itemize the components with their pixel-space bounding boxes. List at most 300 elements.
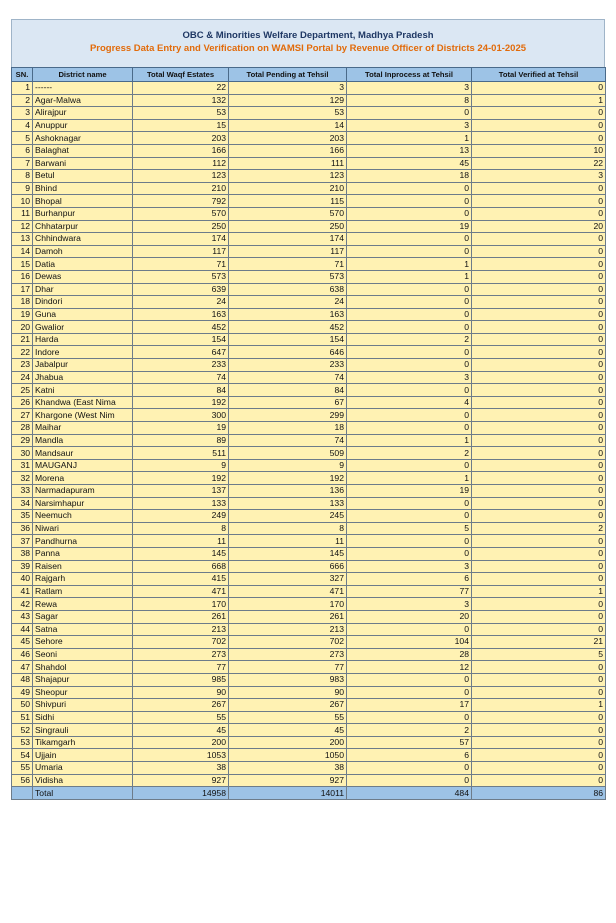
table-row: [12, 182, 606, 195]
report-sheet: [11, 19, 605, 800]
cell-sn: 34: [12, 497, 33, 510]
cell-district: Bhind: [33, 182, 133, 195]
cell-district: Harda: [33, 333, 133, 346]
table-row: [12, 107, 606, 120]
cell-inprocess: 0: [347, 308, 472, 321]
cell-sn: 56: [12, 774, 33, 787]
cell-waqf-estates: 452: [133, 321, 229, 334]
cell-sn: 49: [12, 686, 33, 699]
cell-pending: 136: [229, 485, 347, 498]
cell-waqf-estates: 192: [133, 396, 229, 409]
cell-verified: 21: [472, 636, 606, 649]
cell-sn: 33: [12, 485, 33, 498]
cell-verified: 0: [472, 182, 606, 195]
cell-inprocess: 6: [347, 749, 472, 762]
table-row: [12, 447, 606, 460]
table-row: [12, 245, 606, 258]
cell-waqf-estates: 210: [133, 182, 229, 195]
cell-pending: 14: [229, 119, 347, 132]
cell-sn: 38: [12, 547, 33, 560]
cell-district: Sidhi: [33, 711, 133, 724]
cell-pending: 24: [229, 296, 347, 309]
cell-verified: 0: [472, 207, 606, 220]
cell-verified: 22: [472, 157, 606, 170]
cell-sn: 43: [12, 610, 33, 623]
cell-waqf-estates: 90: [133, 686, 229, 699]
cell-waqf-estates: 570: [133, 207, 229, 220]
cell-inprocess: 2: [347, 333, 472, 346]
cell-inprocess: 0: [347, 384, 472, 397]
cell-pending: 452: [229, 321, 347, 334]
cell-pending: 210: [229, 182, 347, 195]
table-row: [12, 686, 606, 699]
cell-district: ------: [33, 82, 133, 95]
cell-pending: 117: [229, 245, 347, 258]
cell-pending: 267: [229, 699, 347, 712]
column-header-verified: Total Verified at Tehsil: [472, 68, 606, 82]
cell-verified: 0: [472, 119, 606, 132]
cell-district: Jhabua: [33, 371, 133, 384]
cell-inprocess: 8: [347, 94, 472, 107]
cell-waqf-estates: 267: [133, 699, 229, 712]
cell-district: Mandla: [33, 434, 133, 447]
cell-sn: 44: [12, 623, 33, 636]
cell-inprocess: 57: [347, 736, 472, 749]
cell-waqf-estates: 89: [133, 434, 229, 447]
cell-district: Sehore: [33, 636, 133, 649]
cell-inprocess: 1: [347, 132, 472, 145]
cell-sn: 51: [12, 711, 33, 724]
cell-verified: 0: [472, 371, 606, 384]
table-header-row: [12, 68, 606, 82]
cell-district: Umaria: [33, 762, 133, 775]
cell-sn: 9: [12, 182, 33, 195]
cell-pending: 327: [229, 573, 347, 586]
cell-waqf-estates: 985: [133, 673, 229, 686]
cell-waqf-estates: 647: [133, 346, 229, 359]
table-row: [12, 422, 606, 435]
cell-district: Sheopur: [33, 686, 133, 699]
cell-district: Burhanpur: [33, 207, 133, 220]
cell-verified: 0: [472, 132, 606, 145]
cell-district: Seoni: [33, 648, 133, 661]
cell-inprocess: 12: [347, 661, 472, 674]
cell-waqf-estates: 200: [133, 736, 229, 749]
cell-verified: 0: [472, 673, 606, 686]
cell-waqf-estates: 261: [133, 610, 229, 623]
cell-pending: 84: [229, 384, 347, 397]
table-row: [12, 610, 606, 623]
cell-pending: 145: [229, 547, 347, 560]
cell-pending: 570: [229, 207, 347, 220]
cell-inprocess: 0: [347, 762, 472, 775]
cell-district: Khandwa (East Nima: [33, 396, 133, 409]
cell-verified: 0: [472, 195, 606, 208]
cell-waqf-estates: 639: [133, 283, 229, 296]
cell-district: Dewas: [33, 270, 133, 283]
cell-waqf-estates: 300: [133, 409, 229, 422]
cell-inprocess: 0: [347, 207, 472, 220]
table-row: [12, 699, 606, 712]
cell-pending: 67: [229, 396, 347, 409]
table-row: [12, 636, 606, 649]
cell-pending: 702: [229, 636, 347, 649]
cell-district: Singrauli: [33, 724, 133, 737]
cell-pending: 471: [229, 585, 347, 598]
cell-inprocess: 0: [347, 774, 472, 787]
cell-pending: 573: [229, 270, 347, 283]
cell-sn: 53: [12, 736, 33, 749]
cell-verified: 0: [472, 623, 606, 636]
cell-inprocess: 3: [347, 82, 472, 95]
cell-pending: 203: [229, 132, 347, 145]
cell-sn: 25: [12, 384, 33, 397]
cell-waqf-estates: 19: [133, 422, 229, 435]
cell-district: Shahdol: [33, 661, 133, 674]
cell-inprocess: 1: [347, 270, 472, 283]
cell-sn: 10: [12, 195, 33, 208]
cell-sn: 6: [12, 144, 33, 157]
column-header-sn: SN.: [12, 68, 33, 82]
cell-inprocess: 20: [347, 610, 472, 623]
cell-verified: 0: [472, 384, 606, 397]
cell-inprocess: 3: [347, 560, 472, 573]
table-row: [12, 283, 606, 296]
cell-sn: 19: [12, 308, 33, 321]
cell-pending: 9: [229, 459, 347, 472]
cell-verified: 0: [472, 774, 606, 787]
cell-verified: 0: [472, 724, 606, 737]
cell-inprocess: 0: [347, 686, 472, 699]
cell-district: Morena: [33, 472, 133, 485]
cell-district: MAUGANJ: [33, 459, 133, 472]
cell-district: Jabalpur: [33, 359, 133, 372]
cell-inprocess: 0: [347, 321, 472, 334]
cell-inprocess: 1: [347, 258, 472, 271]
cell-pending: 273: [229, 648, 347, 661]
cell-district: Damoh: [33, 245, 133, 258]
cell-verified: 0: [472, 472, 606, 485]
cell-pending: 11: [229, 535, 347, 548]
cell-waqf-estates: 22: [133, 82, 229, 95]
cell-pending: 250: [229, 220, 347, 233]
cell-sn: 36: [12, 522, 33, 535]
cell-verified: 0: [472, 711, 606, 724]
cell-inprocess: 1: [347, 472, 472, 485]
cell-waqf-estates: 11: [133, 535, 229, 548]
cell-pending: 90: [229, 686, 347, 699]
cell-inprocess: 0: [347, 283, 472, 296]
cell-waqf-estates: 24: [133, 296, 229, 309]
cell-pending: 666: [229, 560, 347, 573]
cell-verified: 0: [472, 359, 606, 372]
table-row: [12, 661, 606, 674]
cell-sn: 41: [12, 585, 33, 598]
cell-verified: 0: [472, 233, 606, 246]
cell-verified: 0: [472, 245, 606, 258]
table-row: [12, 472, 606, 485]
cell-pending: 927: [229, 774, 347, 787]
cell-pending: 213: [229, 623, 347, 636]
cell-verified: 20: [472, 220, 606, 233]
table-row: [12, 459, 606, 472]
cell-district: Barwani: [33, 157, 133, 170]
cell-sn: 45: [12, 636, 33, 649]
cell-pending: 18: [229, 422, 347, 435]
cell-waqf-estates: 415: [133, 573, 229, 586]
table-row: [12, 132, 606, 145]
cell-district: Tikamgarh: [33, 736, 133, 749]
cell-pending: 200: [229, 736, 347, 749]
cell-sn: 12: [12, 220, 33, 233]
column-header-district: District name: [33, 68, 133, 82]
cell-district: Mandsaur: [33, 447, 133, 460]
cell-verified: 0: [472, 422, 606, 435]
table-row: [12, 510, 606, 523]
table-row: [12, 736, 606, 749]
table-row: [12, 724, 606, 737]
cell-sn: 20: [12, 321, 33, 334]
report-title: OBC & Minorities Welfare Department, Madhya Pradesh: [182, 30, 434, 41]
cell-waqf-estates: 8: [133, 522, 229, 535]
cell-sn: 22: [12, 346, 33, 359]
cell-pending: 638: [229, 283, 347, 296]
cell-pending: 111: [229, 157, 347, 170]
cell-pending: 261: [229, 610, 347, 623]
cell-district: Pandhurna: [33, 535, 133, 548]
cell-sn: 11: [12, 207, 33, 220]
cell-waqf-estates: 38: [133, 762, 229, 775]
table-row: [12, 560, 606, 573]
cell-verified: 1: [472, 699, 606, 712]
cell-sn: 7: [12, 157, 33, 170]
cell-pending: 77: [229, 661, 347, 674]
cell-pending: 38: [229, 762, 347, 775]
table-row: [12, 270, 606, 283]
cell-sn: 24: [12, 371, 33, 384]
cell-verified: 0: [472, 749, 606, 762]
cell-verified: 0: [472, 258, 606, 271]
cell-district: Shivpuri: [33, 699, 133, 712]
cell-district: Katni: [33, 384, 133, 397]
table-row: [12, 384, 606, 397]
table-row: [12, 333, 606, 346]
cell-verified: 0: [472, 661, 606, 674]
cell-waqf-estates: 174: [133, 233, 229, 246]
cell-verified: 1: [472, 94, 606, 107]
cell-waqf-estates: 145: [133, 547, 229, 560]
cell-waqf-estates: 273: [133, 648, 229, 661]
cell-verified: 0: [472, 346, 606, 359]
cell-pending: 154: [229, 333, 347, 346]
cell-inprocess: 3: [347, 598, 472, 611]
cell-pending: 192: [229, 472, 347, 485]
cell-waqf-estates: 71: [133, 258, 229, 271]
table-row: [12, 233, 606, 246]
cell-inprocess: 28: [347, 648, 472, 661]
table-row: [12, 547, 606, 560]
cell-verified: 0: [472, 497, 606, 510]
table-row: [12, 195, 606, 208]
cell-sn: 37: [12, 535, 33, 548]
cell-sn: 16: [12, 270, 33, 283]
cell-pending: 170: [229, 598, 347, 611]
cell-district: Balaghat: [33, 144, 133, 157]
total-cell-waqf-estates: 14958: [133, 787, 229, 800]
cell-pending: 115: [229, 195, 347, 208]
cell-verified: 0: [472, 321, 606, 334]
cell-sn: 55: [12, 762, 33, 775]
table-row: [12, 296, 606, 309]
cell-verified: 0: [472, 736, 606, 749]
cell-waqf-estates: 45: [133, 724, 229, 737]
cell-district: Agar-Malwa: [33, 94, 133, 107]
cell-inprocess: 3: [347, 119, 472, 132]
table-row: [12, 711, 606, 724]
table-row: [12, 762, 606, 775]
cell-sn: 5: [12, 132, 33, 145]
cell-district: Ashoknagar: [33, 132, 133, 145]
table-row: [12, 434, 606, 447]
cell-inprocess: 0: [347, 409, 472, 422]
cell-inprocess: 0: [347, 510, 472, 523]
cell-inprocess: 0: [347, 195, 472, 208]
table-row: [12, 258, 606, 271]
cell-verified: 0: [472, 396, 606, 409]
table-row: [12, 119, 606, 132]
cell-sn: 48: [12, 673, 33, 686]
cell-waqf-estates: 511: [133, 447, 229, 460]
cell-verified: 0: [472, 409, 606, 422]
cell-inprocess: 18: [347, 170, 472, 183]
cell-waqf-estates: 213: [133, 623, 229, 636]
cell-waqf-estates: 53: [133, 107, 229, 120]
total-cell-pending: 14011: [229, 787, 347, 800]
cell-district: Khargone (West Nim: [33, 409, 133, 422]
cell-verified: 1: [472, 585, 606, 598]
cell-inprocess: 45: [347, 157, 472, 170]
cell-district: Narsimhapur: [33, 497, 133, 510]
cell-sn: 29: [12, 434, 33, 447]
table-row: [12, 82, 606, 95]
cell-pending: 8: [229, 522, 347, 535]
cell-inprocess: 19: [347, 485, 472, 498]
cell-pending: 1050: [229, 749, 347, 762]
cell-waqf-estates: 137: [133, 485, 229, 498]
cell-inprocess: 0: [347, 711, 472, 724]
column-header-waqf-estates: Total Waqf Estates: [133, 68, 229, 82]
cell-waqf-estates: 132: [133, 94, 229, 107]
cell-district: Rewa: [33, 598, 133, 611]
cell-pending: 646: [229, 346, 347, 359]
cell-waqf-estates: 233: [133, 359, 229, 372]
table-row: [12, 308, 606, 321]
report-header: [11, 19, 605, 67]
table-row: [12, 346, 606, 359]
cell-district: Panna: [33, 547, 133, 560]
cell-verified: 0: [472, 535, 606, 548]
cell-verified: 0: [472, 107, 606, 120]
cell-verified: 0: [472, 547, 606, 560]
cell-waqf-estates: 15: [133, 119, 229, 132]
cell-district: Shajapur: [33, 673, 133, 686]
table-row: [12, 485, 606, 498]
cell-sn: 18: [12, 296, 33, 309]
cell-sn: 54: [12, 749, 33, 762]
cell-verified: 3: [472, 170, 606, 183]
cell-inprocess: 1: [347, 434, 472, 447]
cell-pending: 74: [229, 371, 347, 384]
cell-waqf-estates: 203: [133, 132, 229, 145]
cell-sn: 40: [12, 573, 33, 586]
table-row: [12, 673, 606, 686]
cell-inprocess: 0: [347, 107, 472, 120]
cell-sn: 50: [12, 699, 33, 712]
cell-inprocess: 5: [347, 522, 472, 535]
cell-waqf-estates: 163: [133, 308, 229, 321]
cell-pending: 45: [229, 724, 347, 737]
cell-pending: 133: [229, 497, 347, 510]
cell-sn: 21: [12, 333, 33, 346]
table-row: [12, 207, 606, 220]
cell-verified: 2: [472, 522, 606, 535]
table-row: [12, 497, 606, 510]
cell-waqf-estates: 927: [133, 774, 229, 787]
table-row: [12, 522, 606, 535]
cell-waqf-estates: 74: [133, 371, 229, 384]
cell-district: Neemuch: [33, 510, 133, 523]
cell-pending: 509: [229, 447, 347, 460]
cell-district: Satna: [33, 623, 133, 636]
cell-inprocess: 4: [347, 396, 472, 409]
table-row: [12, 749, 606, 762]
cell-pending: 123: [229, 170, 347, 183]
table-row: [12, 157, 606, 170]
table-row: [12, 170, 606, 183]
cell-waqf-estates: 573: [133, 270, 229, 283]
cell-sn: 31: [12, 459, 33, 472]
cell-verified: 0: [472, 762, 606, 775]
column-header-inprocess: Total Inprocess at Tehsil: [347, 68, 472, 82]
cell-waqf-estates: 9: [133, 459, 229, 472]
cell-inprocess: 17: [347, 699, 472, 712]
cell-pending: 129: [229, 94, 347, 107]
cell-pending: 74: [229, 434, 347, 447]
cell-sn: 8: [12, 170, 33, 183]
cell-sn: 52: [12, 724, 33, 737]
cell-inprocess: 0: [347, 535, 472, 548]
cell-sn: 42: [12, 598, 33, 611]
cell-inprocess: 3: [347, 371, 472, 384]
table-row: [12, 359, 606, 372]
cell-sn: 3: [12, 107, 33, 120]
cell-district: Guna: [33, 308, 133, 321]
cell-waqf-estates: 471: [133, 585, 229, 598]
cell-district: Anuppur: [33, 119, 133, 132]
cell-sn: 26: [12, 396, 33, 409]
total-cell-district: Total: [33, 787, 133, 800]
cell-sn: 1: [12, 82, 33, 95]
cell-verified: 0: [472, 308, 606, 321]
cell-sn: 35: [12, 510, 33, 523]
cell-sn: 14: [12, 245, 33, 258]
cell-inprocess: 0: [347, 547, 472, 560]
table-row: [12, 94, 606, 107]
cell-inprocess: 0: [347, 673, 472, 686]
cell-inprocess: 104: [347, 636, 472, 649]
cell-district: Dindori: [33, 296, 133, 309]
cell-sn: 15: [12, 258, 33, 271]
